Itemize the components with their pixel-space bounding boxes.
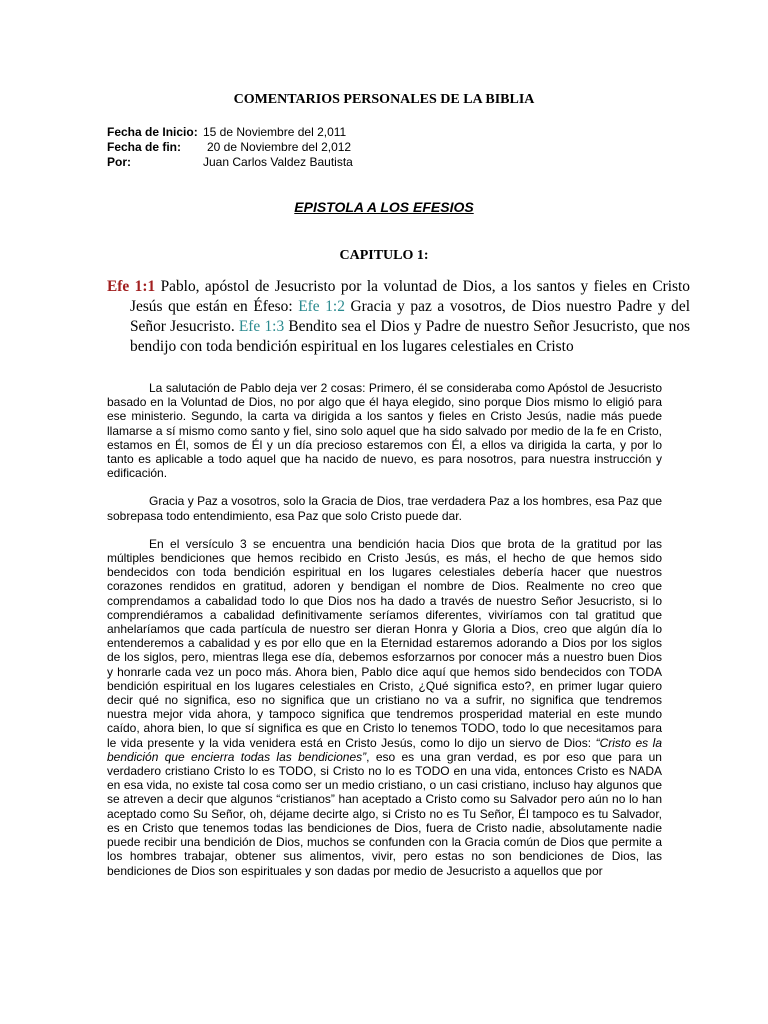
- meta-end-date: [107, 140, 353, 155]
- meta-label: Por:: [107, 155, 131, 169]
- meta-label: Fecha de Inicio:: [107, 125, 198, 139]
- meta-value: 20 de Noviembre del 2,012: [207, 140, 352, 154]
- verse-text-2: Gracia y paz a vosotros, de Dios nuestro Padre y del Señor Jesucristo.: [130, 298, 690, 335]
- verse-ref-3: Efe 1:3: [238, 318, 285, 335]
- meta-author: [107, 155, 353, 170]
- verse-block: [107, 277, 690, 357]
- verse-ref-2: Efe 1:2: [298, 298, 345, 315]
- meta-label: Fecha de fin:: [107, 140, 182, 154]
- verse-ref-1: Efe 1:1: [107, 278, 156, 295]
- verse-text-3: Bendito sea el Dios y Padre de nuestro Señor Jesucristo, que nos bendijo con toda bendición espiritual en los lugares celestiales en Cristo: [130, 318, 690, 355]
- commentary-body: [107, 381, 662, 892]
- document-title: COMENTARIOS PERSONALES DE LA BIBLIA: [233, 92, 535, 107]
- meta-value: Juan Carlos Valdez Bautista: [203, 155, 353, 169]
- book-title: EPISTOLA A LOS EFESIOS: [294, 199, 474, 215]
- chapter-heading: CAPITULO 1:: [339, 248, 429, 263]
- paragraph-text: , eso es una gran verdad, es por eso que para un verdadero cristiano Cristo lo es TODO, si Cristo no lo es TODO en una vida, entonces Cristo es NADA en esa vida, no existe tal cosa como ser un medio cristiano, o un casi cristiano, incluso hay algunos que se atreven a decir que algunos “cristianos” han aceptado a Cristo como su Salvador pero aún no lo han aceptado como Su Señor, oh, déjame decirte algo, si Cristo no es Tu Señor, Él tampoco es tu Salvador, es en Cristo que tenemos todas las bendiciones de Dios, fuera de Cristo nadie, absolutamente nadie puede recibir una bendición de Dios, muchos se confunden con la Gracia común de Dios que permite a los hombres trabajar, obtener sus alimentos, vivir, pero estas no son bendiciones de Dios, las bendiciones de Dios son espirituales y son dadas por medio de Jesucristo a aquellos que por: [107, 749, 662, 878]
- meta-start-date: [107, 125, 353, 140]
- quote-text: “Cristo es la bendición que encierra todas las bendiciones”: [107, 735, 662, 764]
- commentary-paragraph-1: La salutación de Pablo deja ver 2 cosas: Primero, él se consideraba como Apóstol de Jesucristo basado en la Voluntad de Dios, no por algo que él haya elegido, sino porque Dios mismo lo eligió para ese ministerio. Segundo, la carta va dirigida a los santos y fieles en Cristo Jesús, nadie más puede llamarse a sí mismo como santo y fiel, sino solo aquel que ha sido salvado por medio de la fe en Cristo, estamos en Él, somos de Él y un día precioso estaremos con Él, a ellos va dirigida la carta, y por lo tanto es aplicable a todo aquel que ha nacido de nuevo, es para nosotros, para nuestra instrucción y edificación.: [107, 381, 662, 481]
- document-metadata: [107, 125, 353, 170]
- meta-value: 15 de Noviembre del 2,011: [203, 125, 347, 139]
- paragraph-text: En el versículo 3 se encuentra una bendición hacia Dios que brota de la gratitud por las múltiples bendiciones que hemos recibido en Cristo Jesús, es más, el hecho de que hemos sido bendecidos con toda bendición espiritual en los lugares celestiales debería hacer que nuestros corazones rendidos en gratitud, adoren y bendigan el nombre de Dios. Realmente no creo que comprendamos a cabalidad todo lo que Dios nos ha dado a través de nuestro Señor Jesucristo, si lo comprendiéramos a cabalidad definitivamente seríamos diferentes, viviríamos con tal gratitud que anhelaríamos que cada partícula de nuestro ser dieran Honra y Gloria a Dios, creo que algún día lo entenderemos a cabalidad y es por ello que en la Eternidad estaremos adorando a Dios por los siglos de los siglos, pero, mientras llega ese día, debemos esforzarnos por conocer más a nuestro buen Dios y honrarle cada vez un poco más. Ahora bien, Pablo dice aquí que hemos sido bendecidos con TODA bendición espiritual en los lugares celestiales en Cristo, ¿Qué significa esto?, en primer lugar quiero decir qué no significa, eso no significa que un cristiano no va a sufrir, no significa que tendremos nuestra mejor vida ahora, y tampoco significa que tendremos prosperidad material en este mundo caído, ahora bien, lo que sí significa es que en Cristo lo tenemos TODO, todo lo que necesitamos para le vida presente y la vida venidera está en Cristo Jesús, como lo dijo un siervo de Dios:: [107, 536, 662, 750]
- commentary-paragraph-3: [107, 537, 662, 878]
- commentary-paragraph-2: Gracia y Paz a vosotros, solo la Gracia de Dios, trae verdadera Paz a los hombres, esa Paz que sobrepasa todo entendimiento, esa Paz que solo Cristo puede dar.: [107, 494, 662, 523]
- verse-text-1: Pablo, apóstol de Jesucristo por la voluntad de Dios, a los santos y fieles en Cristo Jesús que están en Éfeso:: [130, 278, 690, 315]
